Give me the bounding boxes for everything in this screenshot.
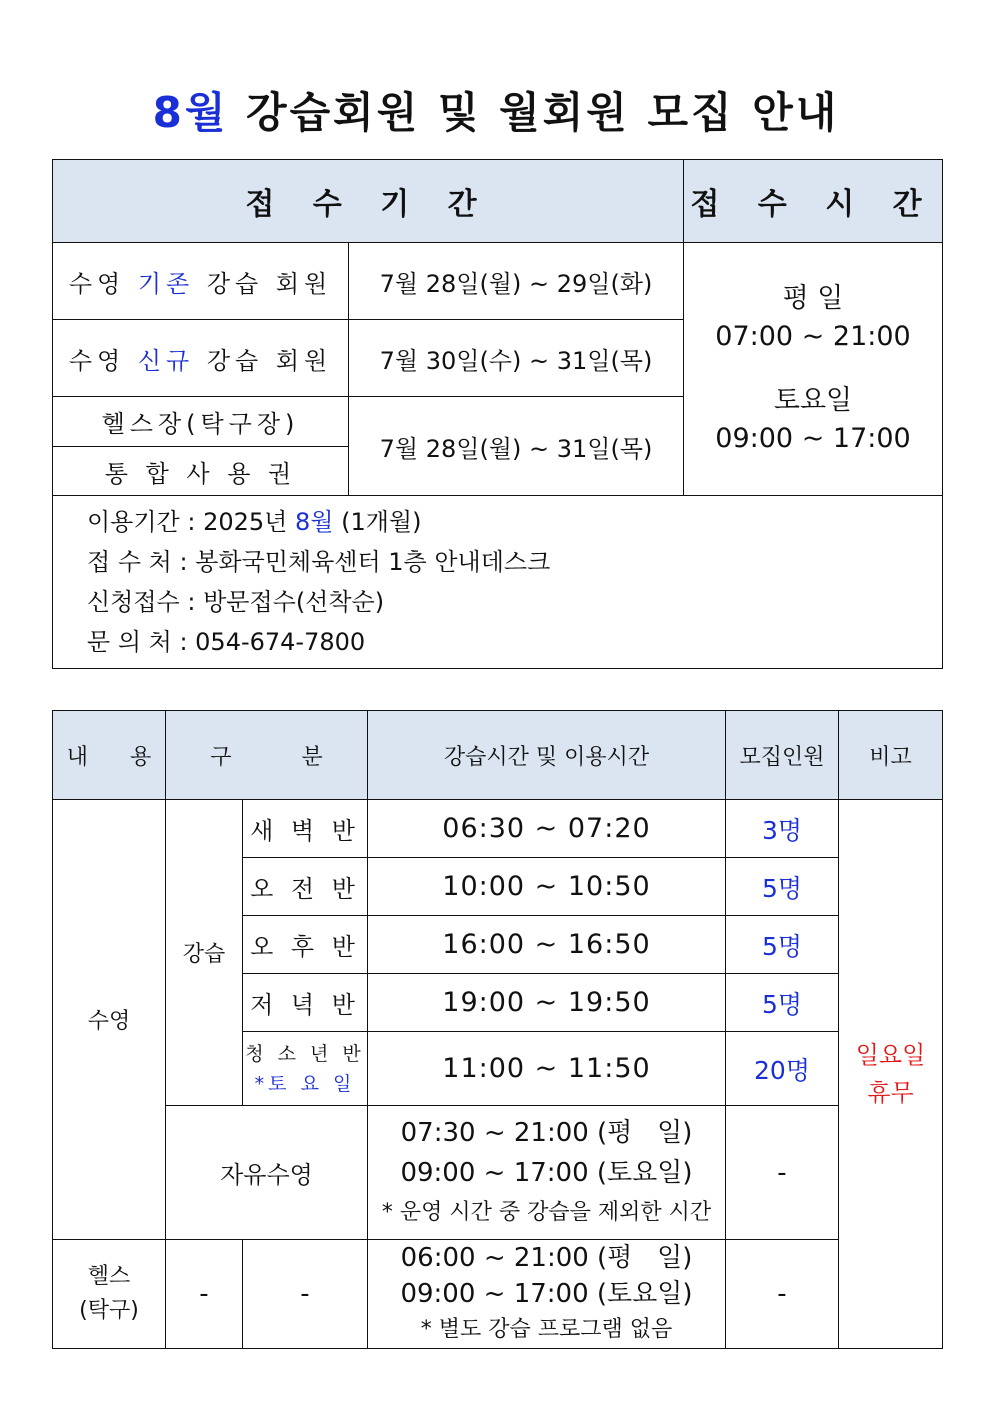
class-name: 새 벽 반 <box>243 800 368 858</box>
free-swim-weekday: 07:30 ~ 21:00 (평 일) <box>400 1117 693 1148</box>
youth-class-capacity: 20명 <box>726 1032 839 1106</box>
note-header: 비고 <box>839 711 943 800</box>
class-capacity: 5명 <box>726 858 839 916</box>
program-table <box>52 710 943 1349</box>
class-capacity: 3명 <box>726 800 839 858</box>
capacity-header: 모집인원 <box>726 711 839 800</box>
page-title <box>0 80 992 140</box>
saturday-label: 토요일 <box>773 385 853 416</box>
youth-class-day: *토 요 일 <box>254 1072 356 1095</box>
class-capacity: 5명 <box>726 974 839 1032</box>
gym-capacity: - <box>726 1240 839 1349</box>
saturday-hours: 09:00 ~ 17:00 <box>715 423 911 454</box>
reception-table <box>52 159 943 669</box>
class-name: 오 후 반 <box>243 916 368 974</box>
class-name: 저 녁 반 <box>243 974 368 1032</box>
new-swim-period: 7월 30일(수) ~ 31일(목) <box>349 320 684 397</box>
remark-cell <box>839 800 943 1349</box>
category-header: 구 분 <box>166 711 368 800</box>
gym-label-main: 헬스 <box>87 1264 131 1289</box>
title-month: 8월 <box>152 88 229 137</box>
gym-label <box>53 1240 166 1349</box>
gym-hours <box>368 1240 726 1349</box>
gym-saturday: 09:00 ~ 17:00 (토요일) <box>400 1279 693 1309</box>
combined-pass-label: 통 합 사 용 권 <box>53 447 349 496</box>
free-swim-saturday: 09:00 ~ 17:00 (토요일) <box>400 1157 693 1188</box>
class-capacity: 5명 <box>726 916 839 974</box>
gym-dash-1: - <box>166 1240 243 1349</box>
existing-swim-period: 7월 28일(월) ~ 29일(화) <box>349 243 684 320</box>
weekday-label: 평 일 <box>782 283 844 314</box>
class-time: 10:00 ~ 10:50 <box>368 858 726 916</box>
youth-class <box>243 1032 368 1106</box>
usage-period: 이용기간 : 2025년 8월 (1개월) <box>87 508 422 536</box>
free-swim-hours <box>368 1106 726 1240</box>
application-method: 신청접수 : 방문접수(선착순) <box>87 588 385 616</box>
remark-closed: 휴무 <box>867 1079 914 1107</box>
class-time: 19:00 ~ 19:50 <box>368 974 726 1032</box>
remark-sunday: 일요일 <box>855 1041 926 1069</box>
contact-phone: 문 의 처 : 054-674-7800 <box>87 628 366 656</box>
free-swim-note: * 운영 시간 중 강습을 제외한 시간 <box>381 1199 712 1225</box>
gym-label: 헬스장(탁구장) <box>53 397 349 447</box>
gym-period: 7월 28일(월) ~ 31일(목) <box>349 397 684 496</box>
title-text: 강습회원 및 월회원 모집 안내 <box>228 88 840 137</box>
info-block <box>53 496 943 669</box>
free-swim-label: 자유수영 <box>166 1106 368 1240</box>
gym-note: * 별도 강습 프로그램 없음 <box>420 1317 673 1342</box>
gym-dash-2: - <box>243 1240 368 1349</box>
hours-header: 강습시간 및 이용시간 <box>368 711 726 800</box>
class-time: 06:30 ~ 07:20 <box>368 800 726 858</box>
gym-label-sub: (탁구) <box>79 1298 139 1323</box>
content-header: 내 용 <box>53 711 166 800</box>
lesson-label: 강습 <box>166 800 243 1106</box>
reception-time-header: 접 수 시 간 <box>684 160 943 243</box>
swim-label: 수영 <box>53 800 166 1240</box>
youth-class-name: 청 소 년 반 <box>245 1042 365 1065</box>
existing-swim-member-label: 수영 기존 강습 회원 <box>53 243 349 320</box>
class-name: 오 전 반 <box>243 858 368 916</box>
new-swim-member-label: 수영 신규 강습 회원 <box>53 320 349 397</box>
gym-weekday: 06:00 ~ 21:00 (평 일) <box>400 1243 693 1273</box>
reception-period-header: 접 수 기 간 <box>53 160 684 243</box>
reception-place: 접 수 처 : 봉화국민체육센터 1층 안내데스크 <box>87 548 551 576</box>
class-time: 16:00 ~ 16:50 <box>368 916 726 974</box>
free-swim-capacity: - <box>726 1106 839 1240</box>
youth-class-time: 11:00 ~ 11:50 <box>368 1032 726 1106</box>
reception-hours <box>684 243 943 496</box>
weekday-hours: 07:00 ~ 21:00 <box>715 321 911 352</box>
